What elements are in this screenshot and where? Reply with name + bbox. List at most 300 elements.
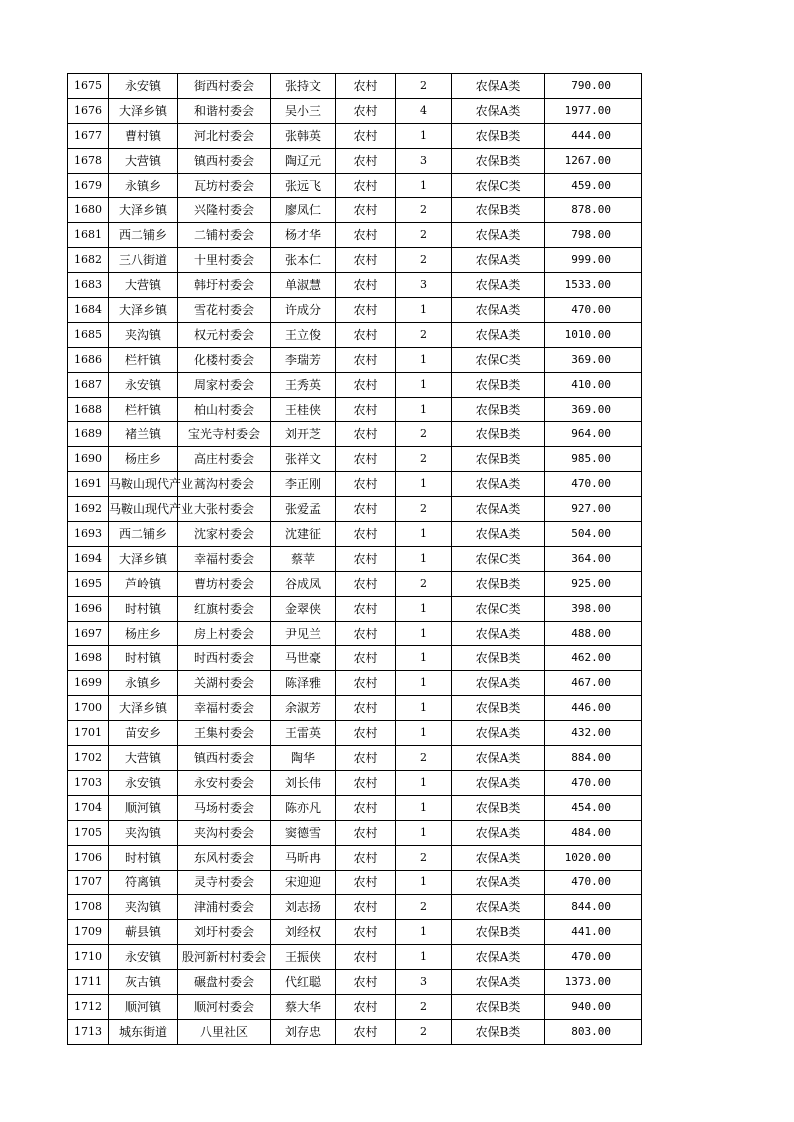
town-cell: 永安镇 bbox=[109, 74, 178, 99]
table-row bbox=[68, 571, 642, 596]
table-row bbox=[68, 820, 642, 845]
village-cell: 宝光寺村委会 bbox=[178, 422, 271, 447]
insurance-category-cell: 农保A类 bbox=[452, 746, 545, 771]
household-size-cell: 3 bbox=[396, 273, 452, 298]
amount-cell: 504.00 bbox=[545, 522, 642, 547]
household-size-cell: 2 bbox=[396, 322, 452, 347]
insurance-category-cell: 农保B类 bbox=[452, 920, 545, 945]
household-size-cell: 2 bbox=[396, 1019, 452, 1044]
row-number: 1695 bbox=[68, 571, 109, 596]
table-row bbox=[68, 248, 642, 273]
person-name-cell: 陶辽元 bbox=[271, 148, 336, 173]
town-cell: 马鞍山现代产业 bbox=[109, 497, 178, 522]
area-type-cell: 农村 bbox=[336, 447, 396, 472]
table-row bbox=[68, 721, 642, 746]
area-type-cell: 农村 bbox=[336, 994, 396, 1019]
insurance-category-cell: 农保A类 bbox=[452, 671, 545, 696]
insurance-category-cell: 农保A类 bbox=[452, 472, 545, 497]
insurance-category-cell: 农保A类 bbox=[452, 223, 545, 248]
amount-cell: 1373.00 bbox=[545, 970, 642, 995]
amount-cell: 398.00 bbox=[545, 596, 642, 621]
area-type-cell: 农村 bbox=[336, 123, 396, 148]
insurance-category-cell: 农保A类 bbox=[452, 970, 545, 995]
row-number: 1686 bbox=[68, 347, 109, 372]
area-type-cell: 农村 bbox=[336, 920, 396, 945]
household-size-cell: 2 bbox=[396, 198, 452, 223]
household-size-cell: 2 bbox=[396, 895, 452, 920]
village-cell: 永安村委会 bbox=[178, 770, 271, 795]
person-name-cell: 王桂侠 bbox=[271, 397, 336, 422]
person-name-cell: 张远飞 bbox=[271, 173, 336, 198]
area-type-cell: 农村 bbox=[336, 845, 396, 870]
table-row bbox=[68, 770, 642, 795]
person-name-cell: 宋迎迎 bbox=[271, 870, 336, 895]
area-type-cell: 农村 bbox=[336, 347, 396, 372]
amount-cell: 1267.00 bbox=[545, 148, 642, 173]
town-cell: 大泽乡镇 bbox=[109, 198, 178, 223]
amount-cell: 441.00 bbox=[545, 920, 642, 945]
person-name-cell: 杨才华 bbox=[271, 223, 336, 248]
household-size-cell: 2 bbox=[396, 422, 452, 447]
area-type-cell: 农村 bbox=[336, 571, 396, 596]
table-row bbox=[68, 696, 642, 721]
household-size-cell: 3 bbox=[396, 970, 452, 995]
insurance-category-cell: 农保C类 bbox=[452, 173, 545, 198]
household-size-cell: 1 bbox=[396, 795, 452, 820]
table-row bbox=[68, 397, 642, 422]
town-cell: 大营镇 bbox=[109, 273, 178, 298]
row-number: 1684 bbox=[68, 298, 109, 323]
amount-cell: 878.00 bbox=[545, 198, 642, 223]
household-size-cell: 1 bbox=[396, 920, 452, 945]
amount-cell: 470.00 bbox=[545, 298, 642, 323]
village-cell: 夹沟村委会 bbox=[178, 820, 271, 845]
person-name-cell: 张韩英 bbox=[271, 123, 336, 148]
amount-cell: 446.00 bbox=[545, 696, 642, 721]
village-cell: 碾盘村委会 bbox=[178, 970, 271, 995]
amount-cell: 1010.00 bbox=[545, 322, 642, 347]
table-row bbox=[68, 746, 642, 771]
amount-cell: 470.00 bbox=[545, 472, 642, 497]
row-number: 1677 bbox=[68, 123, 109, 148]
amount-cell: 790.00 bbox=[545, 74, 642, 99]
area-type-cell: 农村 bbox=[336, 148, 396, 173]
person-name-cell: 窦德雪 bbox=[271, 820, 336, 845]
table-row bbox=[68, 920, 642, 945]
person-name-cell: 单淑慧 bbox=[271, 273, 336, 298]
town-cell: 大泽乡镇 bbox=[109, 696, 178, 721]
town-cell: 杨庄乡 bbox=[109, 447, 178, 472]
village-cell: 雪花村委会 bbox=[178, 298, 271, 323]
village-cell: 镇西村委会 bbox=[178, 148, 271, 173]
village-cell: 蒿沟村委会 bbox=[178, 472, 271, 497]
household-size-cell: 1 bbox=[396, 820, 452, 845]
town-cell: 苗安乡 bbox=[109, 721, 178, 746]
town-cell: 永安镇 bbox=[109, 770, 178, 795]
town-cell: 大泽乡镇 bbox=[109, 298, 178, 323]
amount-cell: 925.00 bbox=[545, 571, 642, 596]
village-cell: 二铺村委会 bbox=[178, 223, 271, 248]
insurance-category-cell: 农保C类 bbox=[452, 546, 545, 571]
row-number: 1694 bbox=[68, 546, 109, 571]
person-name-cell: 刘长伟 bbox=[271, 770, 336, 795]
row-number: 1710 bbox=[68, 945, 109, 970]
person-name-cell: 吴小三 bbox=[271, 98, 336, 123]
row-number: 1701 bbox=[68, 721, 109, 746]
household-size-cell: 2 bbox=[396, 994, 452, 1019]
person-name-cell: 余淑芳 bbox=[271, 696, 336, 721]
insurance-category-cell: 农保A类 bbox=[452, 721, 545, 746]
household-size-cell: 1 bbox=[396, 347, 452, 372]
village-cell: 街西村委会 bbox=[178, 74, 271, 99]
person-name-cell: 尹见兰 bbox=[271, 621, 336, 646]
household-size-cell: 1 bbox=[396, 696, 452, 721]
insurance-category-cell: 农保B类 bbox=[452, 372, 545, 397]
amount-cell: 470.00 bbox=[545, 945, 642, 970]
row-number: 1709 bbox=[68, 920, 109, 945]
table-row bbox=[68, 870, 642, 895]
row-number: 1707 bbox=[68, 870, 109, 895]
household-size-cell: 4 bbox=[396, 98, 452, 123]
insurance-category-cell: 农保A类 bbox=[452, 248, 545, 273]
person-name-cell: 李正刚 bbox=[271, 472, 336, 497]
village-cell: 瓦坊村委会 bbox=[178, 173, 271, 198]
area-type-cell: 农村 bbox=[336, 646, 396, 671]
insurance-category-cell: 农保B类 bbox=[452, 571, 545, 596]
insurance-category-cell: 农保B类 bbox=[452, 123, 545, 148]
town-cell: 顺河镇 bbox=[109, 795, 178, 820]
village-cell: 兴隆村委会 bbox=[178, 198, 271, 223]
insurance-category-cell: 农保B类 bbox=[452, 148, 545, 173]
amount-cell: 484.00 bbox=[545, 820, 642, 845]
table-row bbox=[68, 148, 642, 173]
area-type-cell: 农村 bbox=[336, 721, 396, 746]
town-cell: 芦岭镇 bbox=[109, 571, 178, 596]
household-size-cell: 1 bbox=[396, 621, 452, 646]
insurance-category-cell: 农保A类 bbox=[452, 895, 545, 920]
household-size-cell: 2 bbox=[396, 746, 452, 771]
town-cell: 杨庄乡 bbox=[109, 621, 178, 646]
row-number: 1713 bbox=[68, 1019, 109, 1044]
area-type-cell: 农村 bbox=[336, 322, 396, 347]
town-cell: 夹沟镇 bbox=[109, 322, 178, 347]
village-cell: 曹坊村委会 bbox=[178, 571, 271, 596]
insurance-category-cell: 农保B类 bbox=[452, 422, 545, 447]
table-row bbox=[68, 173, 642, 198]
village-cell: 东风村委会 bbox=[178, 845, 271, 870]
area-type-cell: 农村 bbox=[336, 696, 396, 721]
town-cell: 栏杆镇 bbox=[109, 347, 178, 372]
table-row bbox=[68, 1019, 642, 1044]
row-number: 1678 bbox=[68, 148, 109, 173]
insurance-category-cell: 农保A类 bbox=[452, 820, 545, 845]
insurance-category-cell: 农保C类 bbox=[452, 347, 545, 372]
village-cell: 和谐村委会 bbox=[178, 98, 271, 123]
village-cell: 股河新村村委会 bbox=[178, 945, 271, 970]
area-type-cell: 农村 bbox=[336, 248, 396, 273]
insurance-category-cell: 农保A类 bbox=[452, 621, 545, 646]
person-name-cell: 马昕冉 bbox=[271, 845, 336, 870]
amount-cell: 1020.00 bbox=[545, 845, 642, 870]
village-cell: 大张村委会 bbox=[178, 497, 271, 522]
amount-cell: 488.00 bbox=[545, 621, 642, 646]
record-table bbox=[67, 73, 642, 1045]
area-type-cell: 农村 bbox=[336, 770, 396, 795]
area-type-cell: 农村 bbox=[336, 422, 396, 447]
town-cell: 时村镇 bbox=[109, 845, 178, 870]
area-type-cell: 农村 bbox=[336, 795, 396, 820]
village-cell: 镇西村委会 bbox=[178, 746, 271, 771]
household-size-cell: 1 bbox=[396, 522, 452, 547]
village-cell: 周家村委会 bbox=[178, 372, 271, 397]
village-cell: 灵寺村委会 bbox=[178, 870, 271, 895]
insurance-category-cell: 农保A类 bbox=[452, 522, 545, 547]
area-type-cell: 农村 bbox=[336, 820, 396, 845]
area-type-cell: 农村 bbox=[336, 98, 396, 123]
table-row bbox=[68, 546, 642, 571]
amount-cell: 470.00 bbox=[545, 770, 642, 795]
area-type-cell: 农村 bbox=[336, 198, 396, 223]
town-cell: 褚兰镇 bbox=[109, 422, 178, 447]
village-cell: 高庄村委会 bbox=[178, 447, 271, 472]
area-type-cell: 农村 bbox=[336, 945, 396, 970]
person-name-cell: 张祥文 bbox=[271, 447, 336, 472]
person-name-cell: 沈建征 bbox=[271, 522, 336, 547]
area-type-cell: 农村 bbox=[336, 1019, 396, 1044]
area-type-cell: 农村 bbox=[336, 372, 396, 397]
row-number: 1696 bbox=[68, 596, 109, 621]
row-number: 1712 bbox=[68, 994, 109, 1019]
person-name-cell: 王雷英 bbox=[271, 721, 336, 746]
household-size-cell: 2 bbox=[396, 74, 452, 99]
person-name-cell: 张持文 bbox=[271, 74, 336, 99]
insurance-category-cell: 农保A类 bbox=[452, 322, 545, 347]
household-size-cell: 1 bbox=[396, 298, 452, 323]
household-size-cell: 1 bbox=[396, 870, 452, 895]
insurance-category-cell: 农保A类 bbox=[452, 770, 545, 795]
table-body bbox=[68, 74, 642, 1045]
amount-cell: 432.00 bbox=[545, 721, 642, 746]
area-type-cell: 农村 bbox=[336, 298, 396, 323]
person-name-cell: 李瑞芳 bbox=[271, 347, 336, 372]
town-cell: 马鞍山现代产业 bbox=[109, 472, 178, 497]
town-cell: 栏杆镇 bbox=[109, 397, 178, 422]
table-row bbox=[68, 671, 642, 696]
household-size-cell: 2 bbox=[396, 447, 452, 472]
village-cell: 化楼村委会 bbox=[178, 347, 271, 372]
household-size-cell: 1 bbox=[396, 372, 452, 397]
table-row bbox=[68, 646, 642, 671]
table-row bbox=[68, 123, 642, 148]
insurance-category-cell: 农保B类 bbox=[452, 696, 545, 721]
village-cell: 十里村委会 bbox=[178, 248, 271, 273]
insurance-category-cell: 农保A类 bbox=[452, 74, 545, 99]
table-row bbox=[68, 472, 642, 497]
person-name-cell: 谷成凤 bbox=[271, 571, 336, 596]
household-size-cell: 1 bbox=[396, 546, 452, 571]
area-type-cell: 农村 bbox=[336, 397, 396, 422]
town-cell: 大营镇 bbox=[109, 746, 178, 771]
table-row bbox=[68, 74, 642, 99]
table-row bbox=[68, 945, 642, 970]
town-cell: 夹沟镇 bbox=[109, 895, 178, 920]
table-row bbox=[68, 372, 642, 397]
person-name-cell: 王立俊 bbox=[271, 322, 336, 347]
person-name-cell: 刘开芝 bbox=[271, 422, 336, 447]
town-cell: 时村镇 bbox=[109, 646, 178, 671]
area-type-cell: 农村 bbox=[336, 746, 396, 771]
village-cell: 时西村委会 bbox=[178, 646, 271, 671]
row-number: 1688 bbox=[68, 397, 109, 422]
person-name-cell: 刘经权 bbox=[271, 920, 336, 945]
area-type-cell: 农村 bbox=[336, 472, 396, 497]
village-cell: 王集村委会 bbox=[178, 721, 271, 746]
insurance-category-cell: 农保A类 bbox=[452, 298, 545, 323]
household-size-cell: 2 bbox=[396, 248, 452, 273]
row-number: 1679 bbox=[68, 173, 109, 198]
area-type-cell: 农村 bbox=[336, 173, 396, 198]
person-name-cell: 陶华 bbox=[271, 746, 336, 771]
table-row bbox=[68, 347, 642, 372]
household-size-cell: 2 bbox=[396, 571, 452, 596]
amount-cell: 999.00 bbox=[545, 248, 642, 273]
household-size-cell: 1 bbox=[396, 397, 452, 422]
row-number: 1700 bbox=[68, 696, 109, 721]
town-cell: 大泽乡镇 bbox=[109, 98, 178, 123]
insurance-category-cell: 农保A类 bbox=[452, 497, 545, 522]
person-name-cell: 金翠侠 bbox=[271, 596, 336, 621]
village-cell: 河北村委会 bbox=[178, 123, 271, 148]
amount-cell: 369.00 bbox=[545, 397, 642, 422]
person-name-cell: 张爱孟 bbox=[271, 497, 336, 522]
amount-cell: 459.00 bbox=[545, 173, 642, 198]
town-cell: 永安镇 bbox=[109, 372, 178, 397]
area-type-cell: 农村 bbox=[336, 671, 396, 696]
insurance-category-cell: 农保A类 bbox=[452, 845, 545, 870]
area-type-cell: 农村 bbox=[336, 497, 396, 522]
village-cell: 关湖村委会 bbox=[178, 671, 271, 696]
insurance-category-cell: 农保A类 bbox=[452, 98, 545, 123]
area-type-cell: 农村 bbox=[336, 273, 396, 298]
town-cell: 顺河镇 bbox=[109, 994, 178, 1019]
town-cell: 曹村镇 bbox=[109, 123, 178, 148]
town-cell: 永镇乡 bbox=[109, 173, 178, 198]
amount-cell: 798.00 bbox=[545, 223, 642, 248]
person-name-cell: 廖凤仁 bbox=[271, 198, 336, 223]
town-cell: 大泽乡镇 bbox=[109, 546, 178, 571]
table-row bbox=[68, 273, 642, 298]
town-cell: 城东街道 bbox=[109, 1019, 178, 1044]
row-number: 1692 bbox=[68, 497, 109, 522]
amount-cell: 884.00 bbox=[545, 746, 642, 771]
person-name-cell: 许成分 bbox=[271, 298, 336, 323]
person-name-cell: 张本仁 bbox=[271, 248, 336, 273]
row-number: 1708 bbox=[68, 895, 109, 920]
amount-cell: 940.00 bbox=[545, 994, 642, 1019]
town-cell: 永镇乡 bbox=[109, 671, 178, 696]
amount-cell: 985.00 bbox=[545, 447, 642, 472]
amount-cell: 467.00 bbox=[545, 671, 642, 696]
row-number: 1711 bbox=[68, 970, 109, 995]
table-row bbox=[68, 422, 642, 447]
household-size-cell: 3 bbox=[396, 148, 452, 173]
table-row bbox=[68, 98, 642, 123]
village-cell: 津浦村委会 bbox=[178, 895, 271, 920]
row-number: 1683 bbox=[68, 273, 109, 298]
household-size-cell: 1 bbox=[396, 770, 452, 795]
area-type-cell: 农村 bbox=[336, 596, 396, 621]
amount-cell: 803.00 bbox=[545, 1019, 642, 1044]
town-cell: 蕲县镇 bbox=[109, 920, 178, 945]
row-number: 1689 bbox=[68, 422, 109, 447]
area-type-cell: 农村 bbox=[336, 895, 396, 920]
table-row bbox=[68, 223, 642, 248]
area-type-cell: 农村 bbox=[336, 522, 396, 547]
table-row bbox=[68, 596, 642, 621]
table-row bbox=[68, 621, 642, 646]
row-number: 1706 bbox=[68, 845, 109, 870]
amount-cell: 964.00 bbox=[545, 422, 642, 447]
table-row bbox=[68, 970, 642, 995]
village-cell: 房上村委会 bbox=[178, 621, 271, 646]
insurance-category-cell: 农保A类 bbox=[452, 870, 545, 895]
insurance-category-cell: 农保B类 bbox=[452, 994, 545, 1019]
person-name-cell: 刘存忠 bbox=[271, 1019, 336, 1044]
table-row bbox=[68, 845, 642, 870]
household-size-cell: 2 bbox=[396, 845, 452, 870]
person-name-cell: 王振侠 bbox=[271, 945, 336, 970]
row-number: 1687 bbox=[68, 372, 109, 397]
area-type-cell: 农村 bbox=[336, 546, 396, 571]
household-size-cell: 2 bbox=[396, 223, 452, 248]
row-number: 1699 bbox=[68, 671, 109, 696]
person-name-cell: 陈泽雅 bbox=[271, 671, 336, 696]
amount-cell: 1533.00 bbox=[545, 273, 642, 298]
amount-cell: 444.00 bbox=[545, 123, 642, 148]
amount-cell: 470.00 bbox=[545, 870, 642, 895]
insurance-category-cell: 农保B类 bbox=[452, 397, 545, 422]
amount-cell: 364.00 bbox=[545, 546, 642, 571]
person-name-cell: 刘志扬 bbox=[271, 895, 336, 920]
household-size-cell: 1 bbox=[396, 472, 452, 497]
table-row bbox=[68, 198, 642, 223]
town-cell: 永安镇 bbox=[109, 945, 178, 970]
table-row bbox=[68, 522, 642, 547]
person-name-cell: 王秀英 bbox=[271, 372, 336, 397]
person-name-cell: 陈亦凡 bbox=[271, 795, 336, 820]
row-number: 1697 bbox=[68, 621, 109, 646]
village-cell: 顺河村委会 bbox=[178, 994, 271, 1019]
table-row bbox=[68, 994, 642, 1019]
village-cell: 权元村委会 bbox=[178, 322, 271, 347]
row-number: 1682 bbox=[68, 248, 109, 273]
row-number: 1702 bbox=[68, 746, 109, 771]
table-row bbox=[68, 298, 642, 323]
person-name-cell: 马世豪 bbox=[271, 646, 336, 671]
insurance-category-cell: 农保B类 bbox=[452, 646, 545, 671]
amount-cell: 927.00 bbox=[545, 497, 642, 522]
insurance-category-cell: 农保B类 bbox=[452, 198, 545, 223]
table-row bbox=[68, 447, 642, 472]
person-name-cell: 蔡大华 bbox=[271, 994, 336, 1019]
village-cell: 幸福村委会 bbox=[178, 546, 271, 571]
village-cell: 红旗村委会 bbox=[178, 596, 271, 621]
row-number: 1705 bbox=[68, 820, 109, 845]
household-size-cell: 1 bbox=[396, 721, 452, 746]
row-number: 1675 bbox=[68, 74, 109, 99]
person-name-cell: 代红聪 bbox=[271, 970, 336, 995]
insurance-category-cell: 农保B类 bbox=[452, 795, 545, 820]
